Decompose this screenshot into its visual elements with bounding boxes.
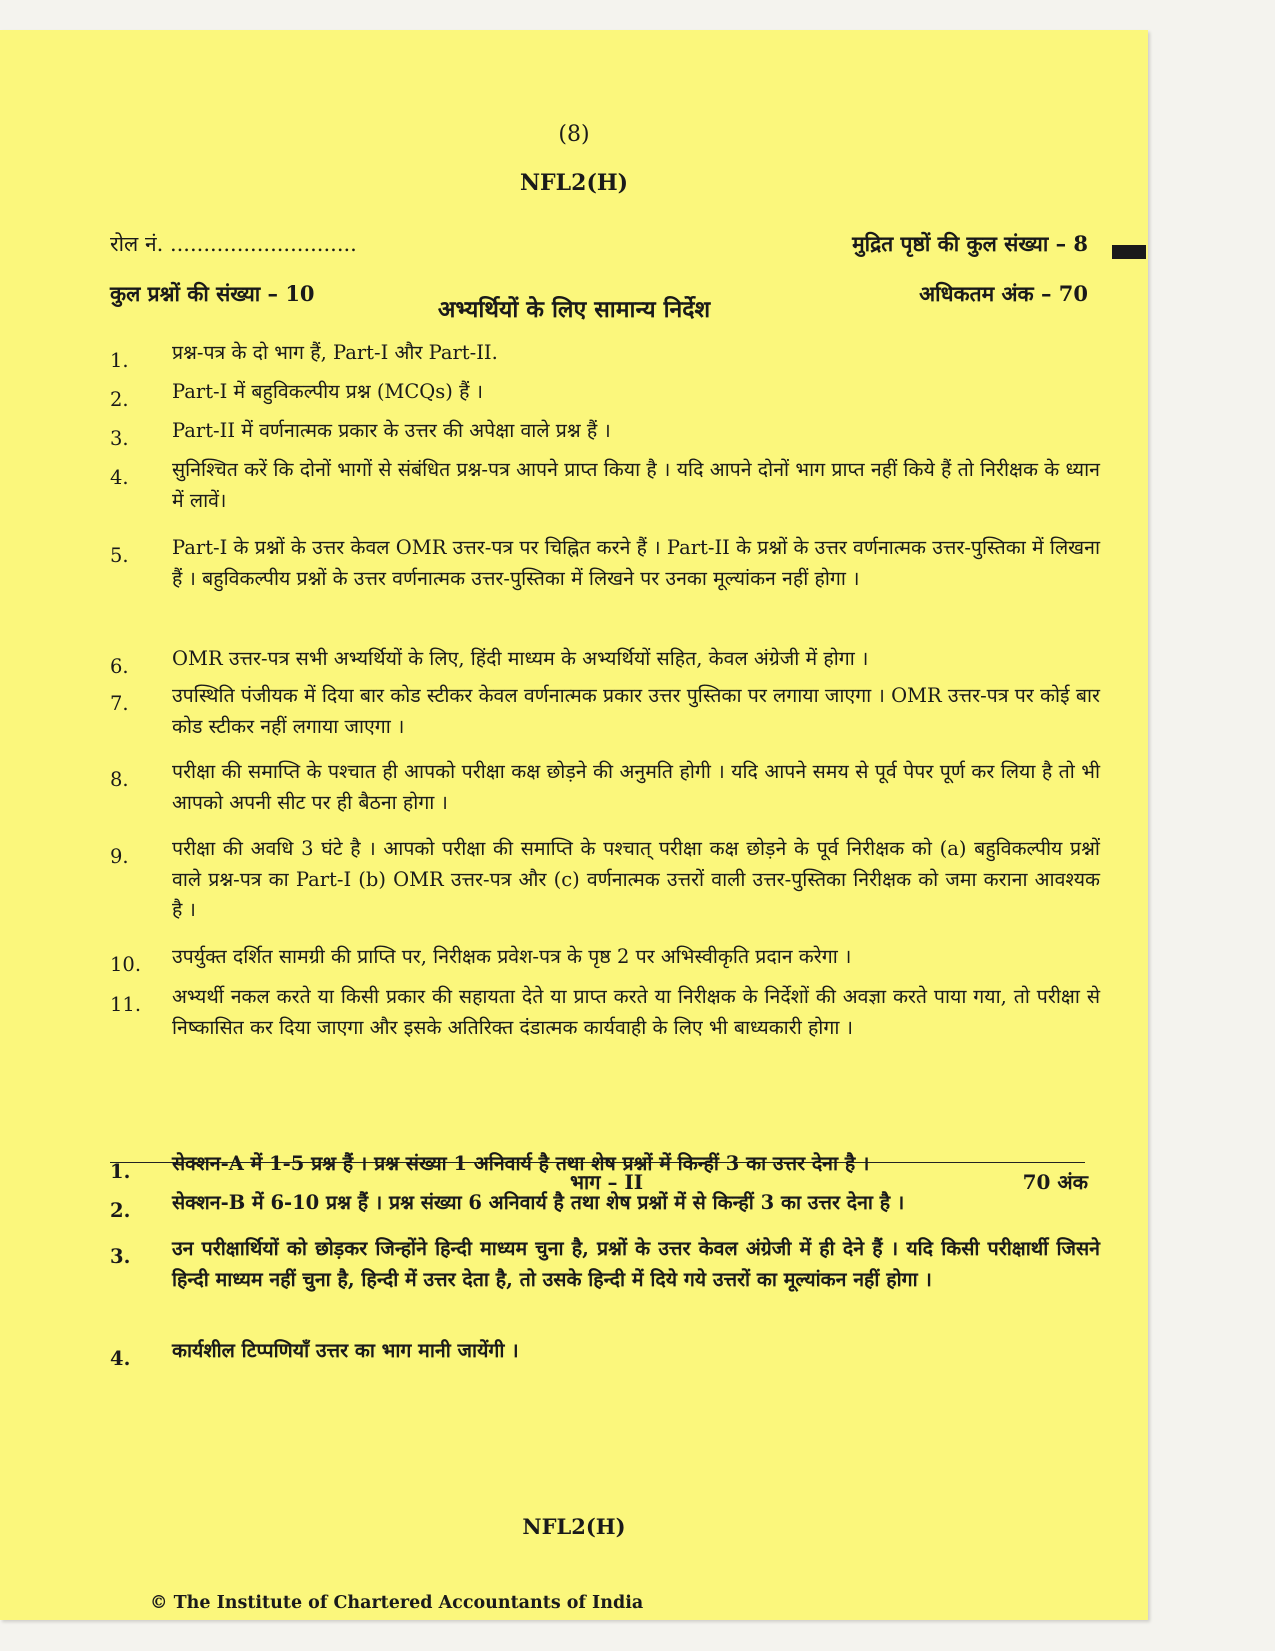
exam-page: [0, 30, 1148, 1620]
total-questions: कुल प्रश्नों की संख्या – 10: [110, 281, 315, 306]
part-two-marks: 70 अंक: [1022, 1170, 1088, 1194]
registration-mark: [1112, 245, 1146, 259]
page-number: (8): [558, 122, 590, 147]
part-two-item: 2. सेक्शन-B में 6-10 प्रश्न हैं । प्रश्न संख्या 6 अनिवार्य है तथा शेष प्रश्नों में से किन्हीं 3 का उत्तर देना है ।: [110, 1191, 905, 1222]
total-pages: मुद्रित पृष्ठों की कुल संख्या – 8: [852, 231, 1088, 256]
instruction-item: 5. Part-I के प्रश्नों के उत्तर केवल OMR उत्तर-पत्र पर चिह्नित करने हैं । Part-II के प्रश्नों के उत्तर वर्णनात्मक उत्तर-पुस्तिका में लिखना हैं । बहुविकल्पीय प्रश्नों के उत्तर वर्णनात्मक उत्तर-पुस्तिका में लिखने पर उनका मूल्यांकन नहीं होगा ।: [110, 536, 1100, 590]
roll-number-field: रोल नं. ............................: [110, 232, 357, 256]
instruction-item: 8. परीक्षा की समाप्ति के पश्चात ही आपको परीक्षा कक्ष छोड़ने की अनुमति होगी । यदि आपने समय से पूर्व पेपर पूर्ण कर लिया है तो भी आपको अपनी सीट पर ही बैठना होगा ।: [110, 760, 1100, 814]
paper-code-top: NFL2(H): [519, 170, 629, 196]
copyright-notice: © The Institute of Chartered Accountants of India: [150, 1593, 644, 1613]
paper-code-bottom: NFL2(H): [522, 1514, 626, 1539]
instruction-item: 10. उपर्युक्त दर्शित सामग्री की प्राप्ति पर, निरीक्षक प्रवेश-पत्र के पृष्ठ 2 पर अभिस्वीकृति प्रदान करेगा ।: [110, 945, 852, 976]
part-two-item: 3. उन परीक्षार्थियों को छोड़कर जिन्होंने हिन्दी माध्यम चुना है, प्रश्नों के उत्तर केवल अंग्रेजी में ही देने हैं । यदि किसी परीक्षार्थी जिसने हिन्दी माध्यम नहीं चुना है, हिन्दी में उत्तर देता है, तो उसके हिन्दी में दिये गये उत्तरों का मूल्यांकन नहीं होगा ।: [110, 1237, 1100, 1291]
instruction-item: 7. उपस्थिति पंजीयक में दिया बार कोड स्टीकर केवल वर्णनात्मक प्रकार उत्तर पुस्तिका पर लगाया जाएगा । OMR उत्तर-पत्र पर कोई बार कोड स्टीकर नहीं लगाया जाएगा ।: [110, 684, 1100, 738]
instruction-item: 11. अभ्यर्थी नकल करते या किसी प्रकार की सहायता देते या प्राप्त करते या निरीक्षक के निर्देशों की अवज्ञा करते पाया गया, तो परीक्षा से निष्कासित कर दिया जाएगा और इसके अतिरिक्त दंडात्मक कार्यवाही के लिए भी बाध्यकारी होगा ।: [110, 985, 1100, 1039]
instruction-item: 3. Part-II में वर्णनात्मक प्रकार के उत्तर की अपेक्षा वाले प्रश्न हैं ।: [110, 419, 611, 450]
instruction-item: 2. Part-I में बहुविकल्पीय प्रश्न (MCQs) हैं ।: [110, 380, 484, 411]
part-two-item: 1. सेक्शन-A में 1-5 प्रश्न हैं । प्रश्न संख्या 1 अनिवार्य है तथा शेष प्रश्नों में किन्हीं 3 का उत्तर देना है ।: [110, 1152, 870, 1183]
part-two-title: भाग – II: [570, 1170, 644, 1194]
max-marks: अधिकतम अंक – 70: [919, 281, 1088, 306]
instruction-item: 1. प्रश्न-पत्र के दो भाग हैं, Part-I और Part-II.: [110, 341, 498, 372]
instruction-item: 9. परीक्षा की अवधि 3 घंटे है । आपको परीक्षा की समाप्ति के पश्चात् परीक्षा कक्ष छोड़ने के पूर्व निरीक्षक को (a) बहुविकल्पीय प्रश्नों वाले प्रश्न-पत्र का Part-I (b) OMR उत्तर-पत्र और (c) वर्णनात्मक उत्तरों वाली उत्तर-पुस्तिका निरीक्षक को जमा कराना आवश्यक है ।: [110, 837, 1100, 921]
part-two-item: 4. कार्यशील टिप्पणियाँ उत्तर का भाग मानी जायेंगी ।: [110, 1339, 519, 1370]
instruction-item: 4. सुनिश्चित करें कि दोनों भागों से संबंधित प्रश्न-पत्र आपने प्राप्त किया है । यदि आपने दोनों भाग प्राप्त नहीं किये हैं तो निरीक्षक के ध्यान में लावें।: [110, 458, 1100, 512]
instructions-heading: अभ्यर्थियों के लिए सामान्य निर्देश: [437, 296, 711, 323]
instruction-item: 6. OMR उत्तर-पत्र सभी अभ्यर्थियों के लिए, हिंदी माध्यम के अभ्यर्थियों सहित, केवल अंग्रेजी में होगा ।: [110, 647, 869, 678]
header-row-1: [110, 230, 1088, 258]
